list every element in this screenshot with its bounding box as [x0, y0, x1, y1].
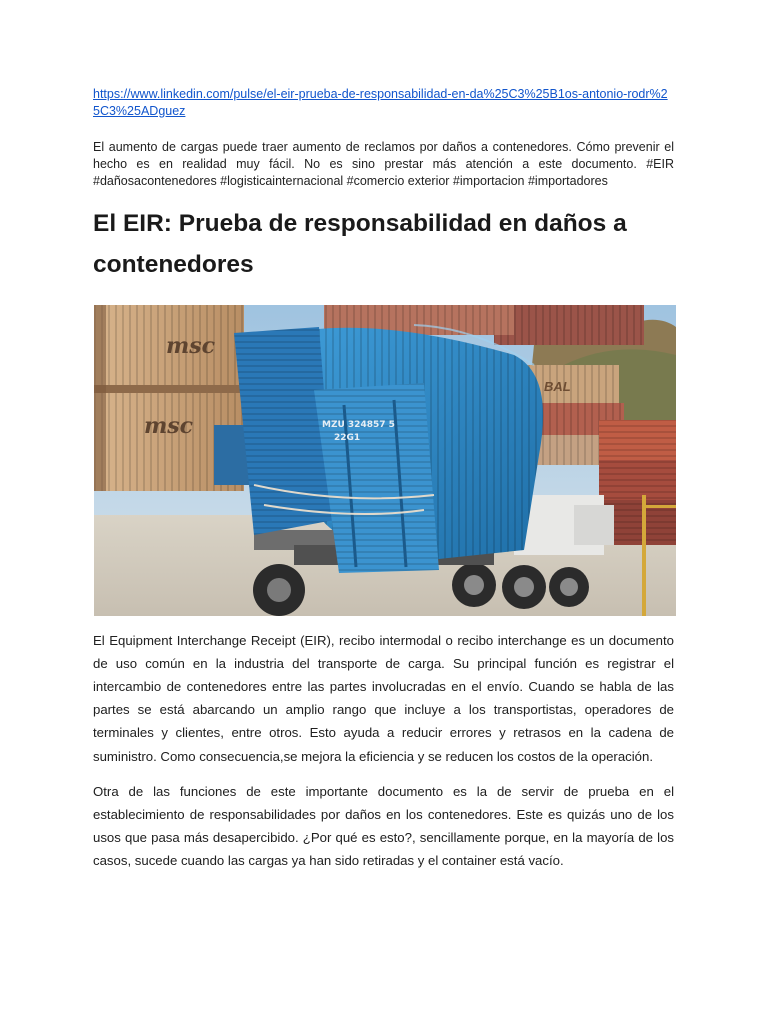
source-link[interactable]: https://www.linkedin.com/pulse/el-eir-prueba-de-responsabilidad-en-da%25C3%25B1os-antonio-rodr%25C3%25ADguez: [93, 87, 668, 118]
svg-text:22G1: 22G1: [334, 432, 361, 443]
body-paragraph-1: El Equipment Interchange Receipt (EIR), recibo intermodal o recibo interchange es un documento de uso común en la industria del transporte de carga. Su principal función es registrar el intercambio de contenedores entre las partes involucradas en el envío. Cuando se habla de las partes se está abarcando un amplio rango que incluye a los transportistas, operadores de terminales y clientes, entre otros. Esto ayuda a reducir errores y retrasos en la cadena de suministro. Como consecuencia,se mejora la eficiencia y se reducen los costos de la operación.: [93, 632, 674, 764]
body-paragraph-2: Otra de las funciones de este importante documento es la de servir de prueba en el establecimiento de responsabilidades por daños en los contenedores. Este es quizás uno de los usos que pasa más desapercibido. ¿Por qué es esto?, sencillamente porque, en la mayoría de los casos, sucede cuando las cargas ya han sido retiradas y el container está vacío.: [93, 783, 674, 869]
svg-text:MZU 324857 5: MZU 324857 5: [322, 419, 395, 430]
damaged-container-photo: [94, 305, 676, 616]
article-title: El EIR: Prueba de responsabilidad en daños a contenedores: [93, 209, 627, 278]
svg-text:msc: msc: [144, 412, 194, 439]
intro-paragraph: El aumento de cargas puede traer aumento de reclamos por daños a contenedores. Cómo prevenir el hecho es en realidad muy fácil. No es sino prestar más atención a este documento. #EIR #dañosacontenedores #logisticainternacional #comercio exterior #importacion #importadores: [93, 140, 674, 188]
document-page: [93, 86, 674, 873]
svg-text:msc: msc: [166, 332, 216, 359]
container-truck-illustration: [94, 305, 676, 616]
svg-text:BAL: BAL: [544, 378, 571, 394]
